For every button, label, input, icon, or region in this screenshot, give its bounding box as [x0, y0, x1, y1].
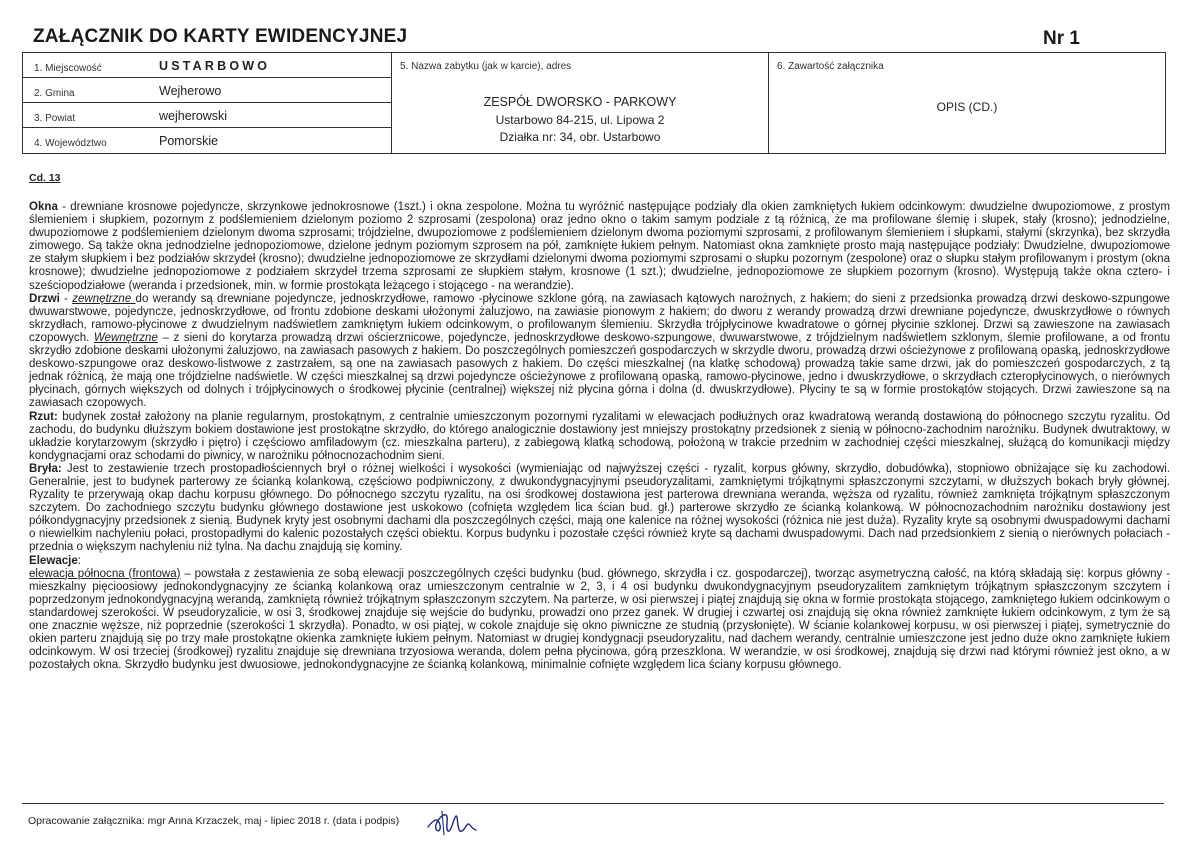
elewacje-colon: : [77, 554, 82, 567]
footer-divider [22, 803, 1164, 804]
drzwi-wewnetrzne: Wewnętrzne [93, 331, 158, 344]
contents-column [769, 53, 1165, 153]
drzwi-zewnetrzne: zewnętrzne [72, 292, 136, 305]
zawartosc-value: OPIS (CD.) [936, 100, 998, 114]
miejscowosc-label: 1. Miejscowość [34, 63, 102, 74]
monument-address: Ustarbowo 84-215, ul. Lipowa 2 [495, 113, 665, 127]
row-miejscowosc [23, 53, 391, 78]
footer-credit: Opracowanie załącznika: mgr Anna Krzaczek, maj - lipiec 2018 r. (data i podpis) [28, 815, 400, 827]
monument-plot: Działka nr: 34, obr. Ustarbowo [499, 130, 661, 144]
rzut-text: budynek został założony na planie regularnym, prostokątnym, z centralnie umieszczonym pozornymi ryzalitami w elewacjach podłużnych oraz kwadratową werandą dostawioną do północnego szczytu ryzalitu. Od zachodu, do budynku dłuższym bokiem dostawione jest prostokątne skrzydło, do którego analogicznie dostawiony jest mniejszy prostokątny przedsionek z sienią w północno-zachodnim narożniku. Budynek dwutraktowy, w układzie korytarzowym (skrzydło i piętro) i częściowo amfiladowym (cz. mieszkalna parteru), z zabiegową klatką schodową, położoną w trakcie przednim w zachodniej części mieszkalnej, służącą do komunikacji między kondygnacjami oraz schodami do piwnicy, w narożniku północnozachodnim sieni. [29, 410, 1170, 462]
signature-image [424, 807, 484, 837]
header-table [22, 52, 1166, 154]
row-powiat [23, 103, 391, 128]
elewacja-text: – powstała z zestawienia ze sobą elewacji poszczególnych części budynku (bud. głównego, skrzydła i cz. gospodarczej), tworząc asymetryczną całość, na którą składają się: korpus główny - mieszkalny pięcioosiowy jednokondygnacyjny ze ścianką kolankową oraz umieszczonym centralnie w 2, 3, i 4 osi budynku dwukondygnacyjnym pseudoryzalitem zamkniętym trójkątnym spłaszczonym szczytem i poprzedzonym jednokondygnacyjną werandą, zamkniętą również trójkątnym spłaszczonym szczytem. Na parterze, w osi pierwszej i piątej znajdują się okna w formie prostokąta stojącego, zamkniętego łukiem odcinkowym o standardowej szerokości. W pseudoryzalicie, w osi 3, środkowej znajduje się wejście do budynku, prowadzi ono przez ganek. W drugiej i czwartej osi znajdują się okna również zamknięte łukiem odcinkowym, z tym że są one znacznie węższe, niż poprzednie (szerokości 1 skrzydła). Ponadto, w osi piątej, w cokole znajduje się okno piwniczne ze studnią (przysłonięte). W ścianie kolankowej korpusu, w osi pierwszej i piątej, symetrycznie do okien parteru znajdują się po trzy małe prostokątne okienka zamknięte łukiem pełnym. Natomiast w drugiej kondygnacji pseudoryzalitu, nad dachem werandy, centralnie umieszczone jest jedno duże okno zamknięte łukiem odcinkowym. W osi trzeciej (środkowej) ryzalitu znajduje się drewniana trzyosiowa weranda, dolem pełna płycinowa, górą przeszklona. W werandzie, w osi środkowej, znajdują się drzwi nad którymi również jest okno, a w pozostałych okna. Skrzydło budynku jest dwuosiowe, jednokondygnacyjne ze ścianką kolankową, minimalnie cofnięte względem lica ściany korpusu głównego. [29, 567, 1170, 672]
bryla-text: Jest to zestawienie trzech prostopadłościennych brył o różnej wielkości i wysokości (wymieniając od najwyższej części - ryzalit, korpus główny, skrzydło, dobudówka), stopniowo obniżające się ku zachodowi. Generalnie, jest to budynek parterowy ze ścianką kolankową, częściowo podpiwniczony, z dwukondygnacyjnymi pseudoryzalitami, zamkniętymi trójkątnymi spłaszczonymi szczytami, w dłuższych bokach bryły głównej. Ryzality te przerywają okap dachu korpusu głównego. Do północnego szczytu ryzalitu, na osi środkowej dostawiona jest parterowa drewniana weranda, węższa od ryzalitu, również zamknięta trójkątnym spłaszczonym szczytem. Do zachodniego szczytu budynku głównego dostawione jest uskokowo (cofnięta względem lica ścian bud. gł.) parterowe skrzydło ze ścianką kolankową. W północnozachodnim narożniku dostawiony jest półkondygnacyjny przedsionek z sienią. Budynek kryty jest osobnymi dachami dla poszczególnych części, mają one kalenice na różnej wysokości (różnica nie jest duża). Ryzality kryte są osobnymi dwuspadowymi dachami o niewielkim nachyleniu połaci, prostopadłymi do kalenic pozostałych części obiektu. Korpus budynku i pozostałe części również kryte są dachami dwuspadowymi. Dach nad przedsionkiem z sienią o nierównych połaciach - przednia o większym nachyleniu niż tylna. Na dachu znajdują się kominy. [29, 462, 1170, 554]
row-gmina [23, 78, 391, 103]
powiat-label: 3. Powiat [34, 113, 76, 124]
bryla-paragraph [29, 463, 1170, 555]
elewacja-paragraph [29, 568, 1170, 673]
bryla-heading: Bryła: [29, 462, 62, 475]
drzwi-lead: - [59, 292, 73, 305]
powiat-value: wejherowski [159, 109, 228, 123]
wojewodztwo-label: 4. Województwo [34, 138, 107, 149]
wojewodztwo-value: Pomorskie [159, 134, 219, 148]
elewacje-heading-line [29, 555, 1170, 568]
drzwi-text-2: – z sieni do korytarza prowadzą drzwi ościerznicowe, pojedyncze, jednoskrzydłowe deskowo-szpungowe, dwuwarstwowe, z trójdzielnym nadświetlem szklonym, ślemie profilowane, a od frontu skrzydło zdobione deskami ułożonymi żaluzjowo, na zawiasach pasowych z hakiem. Do poszczególnych pomieszczeń gospodarczych w skrzydle dworu, prowadzą drzwi ościeżynowe z profilowaną opaską, jednoskrzydłowe deskowo-szpungowe oraz deskowo-listwowe z zastrzałem, są one na zawiasach pasowych z hakiem. Do części mieszkalnej (na klatkę schodową) prowadzą takie same drzwi, jak do pomieszczeń gospodarczych, z tą jednak różnicą, że mają one trójdzielne nadświetle. W części mieszkalnej są drzwi pojedyncze ościeżynowe z profilowaną opaską, ramowo-płycinowe, jedno i dwuskrzydłowe, o skrzydłach czteropłycinowych, o nierównych płycinach, górnych większych od dolnych i trójpłycinowych o środkowej płycinie (centralnej) większej niż płycina górna i dolna (d. dwuskrzydłowe). Płyciny te są w formie prostokątów stojących. Drzwi zawieszone są na zawiasach czopowych. [29, 331, 1170, 410]
row-wojewodztwo [23, 128, 391, 152]
drzwi-text-1: do werandy są drewniane pojedyncze, jednoskrzydłowe, ramowo -płycinowe szklone górą, na zawiasach kątowych narożnych, z hakiem; do sieni z przedsionka prowadzą drzwi deskowo-szpungowe dwuwarstwowe, pojedyncze, jednoskrzydłowe, od frontu zdobione deskami ułożonymi żaluzjowo, na zawiasie pionowym z hakiem; do dworu z werandy prowadzą drzwi drewniane pojedyncze, dwuskrzydłowe o równych skrzydłach, ramowo-płycinowe z dwudzielnym nadświetlem zamkniętym łukiem odcinkowym, o profilowanym ślemieniu. Skrzydła trójpłycinowe kwadratowe o górnej płycinie szklonej. Drzwi są zawieszone na zawiasach czopowych. [29, 292, 1170, 344]
zawartosc-label: 6. Zawartość załącznika [777, 61, 884, 72]
gmina-value: Wejherowo [159, 84, 222, 98]
rzut-heading: Rzut: [29, 410, 58, 423]
elewacje-heading: Elewacje [29, 554, 78, 567]
monument-name: ZESPÓŁ DWORSKO - PARKOWY [483, 95, 677, 109]
drzwi-heading: Drzwi [29, 292, 60, 305]
okna-text: - drewniane krosnowe pojedyncze, skrzynkowe jednokrosnowe (1szt.) i okna zespolone. Można tu wyróżnić następujące podziały dla okien zamkniętych łukiem odcinkowym: dwudzielne dwupoziomowe, z prostym ślemieniem i słupkiem, pozornym z podślemieniem dzielonym poziomo 2 szprosami (zespolona) oraz jedno okno o takim samym podziale z tą różnicą, że ma profilowane ślemię i słupek, stały (krosno); jednodzielne, dwupoziomowe z podślemieniem dzielonym dwoma szprosami; trójdzielne, dwupoziomowe z podślemieniem dzielonym dwoma poziomymi szprosami, z profilowanym ślemieniem i słupkami, stałymi (skrzynka), bez skrzydła zimowego. Są także okna jednodzielne jednopoziomowe, dzielone jednym poziomym szprosem na pół, zamknięte łukiem pełnym. Natomiast okna zamknięte prosto mają następujące podziały: Dwudzielne, dwupoziomowe ze stałym słupkiem i bez podziałów skrzydeł (krosno); dwudzielne jednopoziomowe ze skrzydłami dzielonymi dwoma poziomymi szprosami o słupku pozornym (zespolone) oraz o słupku stałym profilowanym i prostym (okna krosnowe); dwudzielne jednopoziomowe z podziałem skrzydeł trzema szprosami ze słupkiem stałym, krosnowe (1 szt.); dwudzielne, jednopoziomowe ze słupkiem pozornym (krosno). Występują także okna cztero- i sześciopodziałowe (weranda i przedsionek, min. w formie prostokąta leżącego i stojącego - na werandzie). [29, 201, 1170, 292]
page-title: ZAŁĄCZNIK DO KARTY EWIDENCYJNEJ [33, 26, 408, 47]
zabytek-label: 5. Nazwa zabytku (jak w karcie), adres [400, 61, 572, 72]
elewacja-polnocna-title: elewacja północna (frontowa) [29, 567, 181, 580]
section-continuation: Cd. 13 [29, 172, 61, 184]
description-body [29, 201, 1170, 672]
monument-details [392, 95, 768, 147]
monument-column [392, 53, 769, 153]
drzwi-paragraph [29, 293, 1170, 411]
document-number: Nr 1 [1043, 28, 1080, 49]
okna-paragraph [29, 201, 1170, 293]
location-column [23, 53, 392, 153]
miejscowosc-value: USTARBOWO [159, 59, 271, 73]
okna-heading: Okna [29, 201, 58, 213]
rzut-paragraph [29, 411, 1170, 463]
gmina-label: 2. Gmina [34, 88, 75, 99]
